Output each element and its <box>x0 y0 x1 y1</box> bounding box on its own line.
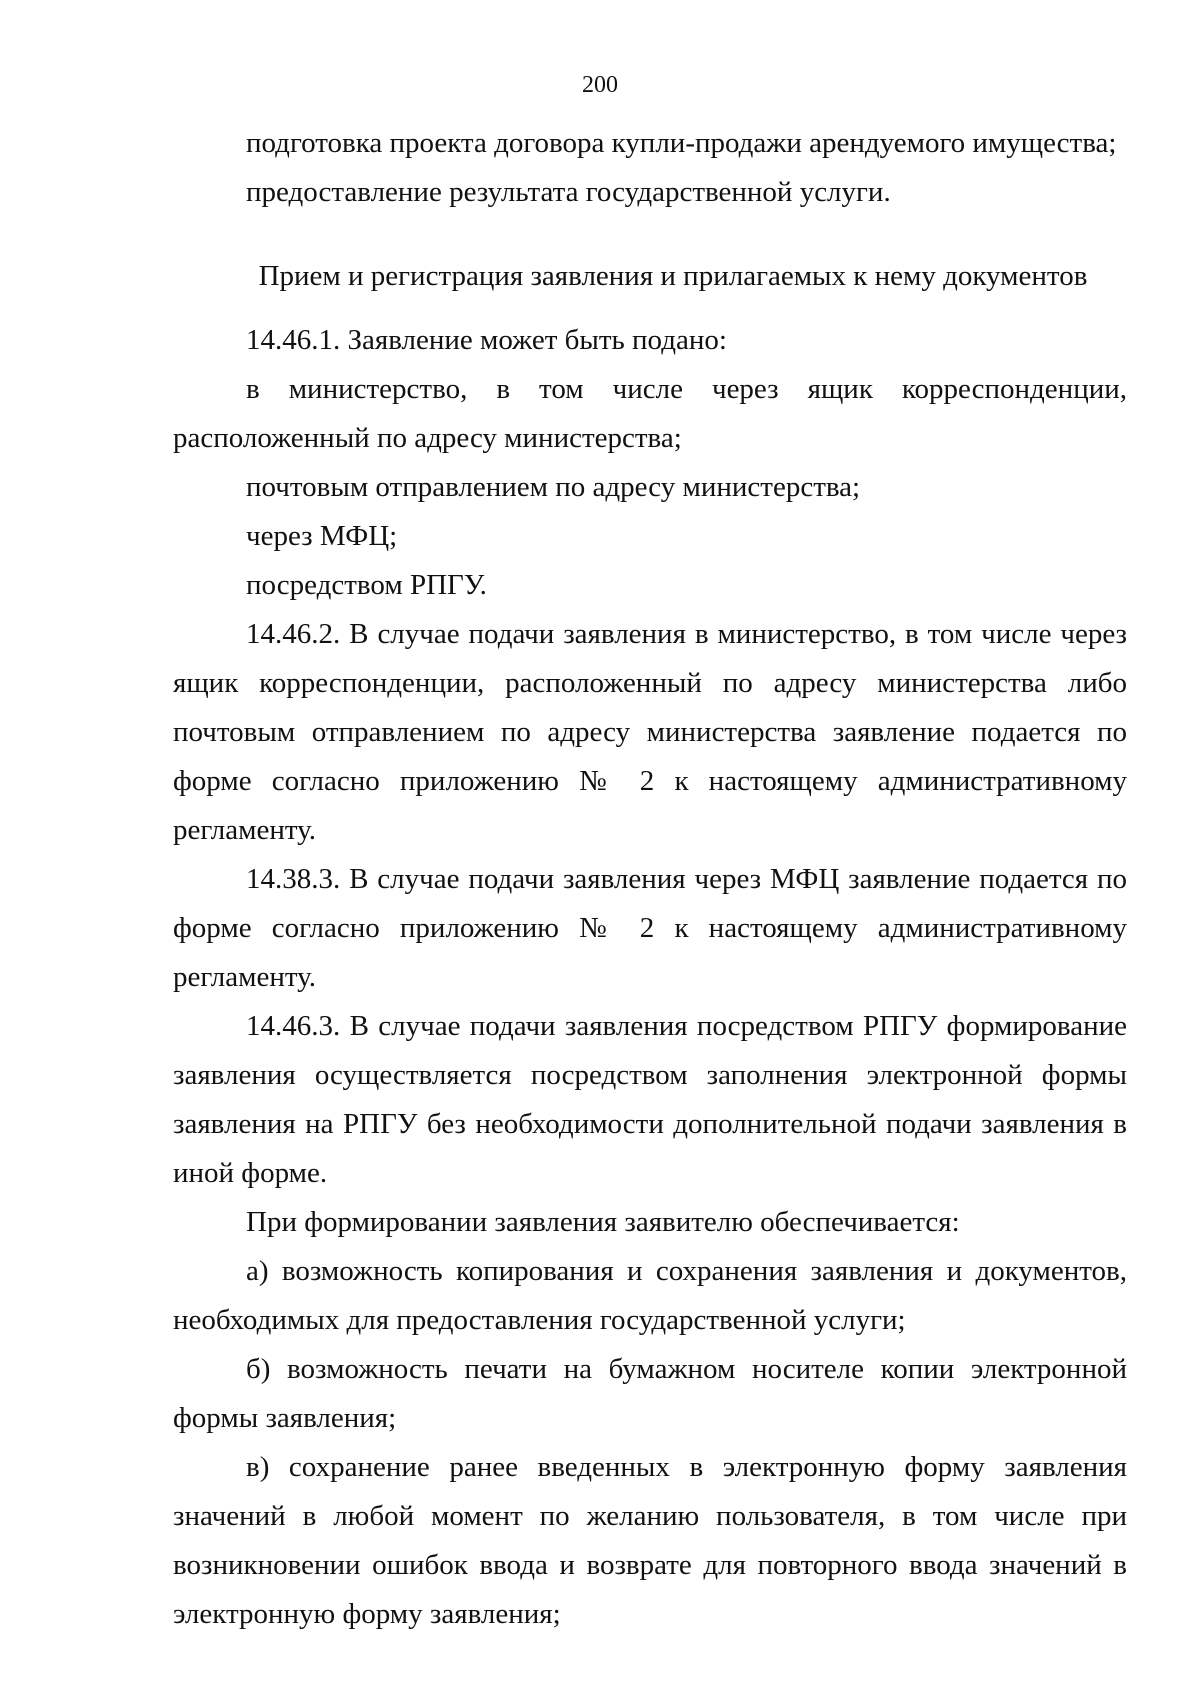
section-heading: Прием и регистрация заявления и прилагаемых к нему документов <box>258 260 1088 292</box>
paragraph-item-b: б) возможность печати на бумажном носителе копии электронной формы заявления; <box>173 1353 1127 1434</box>
paragraph-item-v: в) сохранение ранее введенных в электронную форму заявления значений в любой момент по желанию пользователя, в том числе при возникновении ошибок ввода и возврате для повторного ввода значений в электронную форму заявления; <box>173 1451 1127 1630</box>
paragraph-submission-mfc: через МФЦ; <box>246 520 398 552</box>
paragraph-14-46-1: 14.46.1. Заявление может быть подано: <box>246 324 727 356</box>
paragraph-14-46-2: 14.46.2. В случае подачи заявления в министерство, в том числе через ящик корреспонденции, расположенный по адресу министерства либо почтовым отправлением по адресу министерства заявление подается по форме согласно приложению № 2 к настоящему административному регламенту. <box>173 618 1127 846</box>
paragraph-form-provisions: При формировании заявления заявителю обеспечивается: <box>246 1206 960 1238</box>
paragraph-submission-post: почтовым отправлением по адресу министерства; <box>246 471 861 503</box>
paragraph-item-a: а) возможность копирования и сохранения заявления и документов, необходимых для предоставления государственной услуги; <box>173 1255 1127 1336</box>
paragraph-submission-rpgu: посредством РПГУ. <box>246 569 487 601</box>
paragraph-lead-1: подготовка проекта договора купли-продажи арендуемого имущества; <box>246 127 1117 159</box>
paragraph-14-46-3: 14.46.3. В случае подачи заявления посредством РПГУ формирование заявления осуществляется посредством заполнения электронной формы заявления на РПГУ без необходимости дополнительной подачи заявления в иной форме. <box>173 1010 1127 1189</box>
document-body <box>173 119 1127 1639</box>
paragraph-lead-2: предоставление результата государственной услуги. <box>246 176 891 208</box>
paragraph-submission-ministry: в министерство, в том числе через ящик корреспонденции, расположенный по адресу министерства; <box>173 373 1127 454</box>
paragraph-14-38-3: 14.38.3. В случае подачи заявления через МФЦ заявление подается по форме согласно приложению № 2 к настоящему административному регламенту. <box>173 863 1127 993</box>
page-number: 200 <box>582 72 618 98</box>
